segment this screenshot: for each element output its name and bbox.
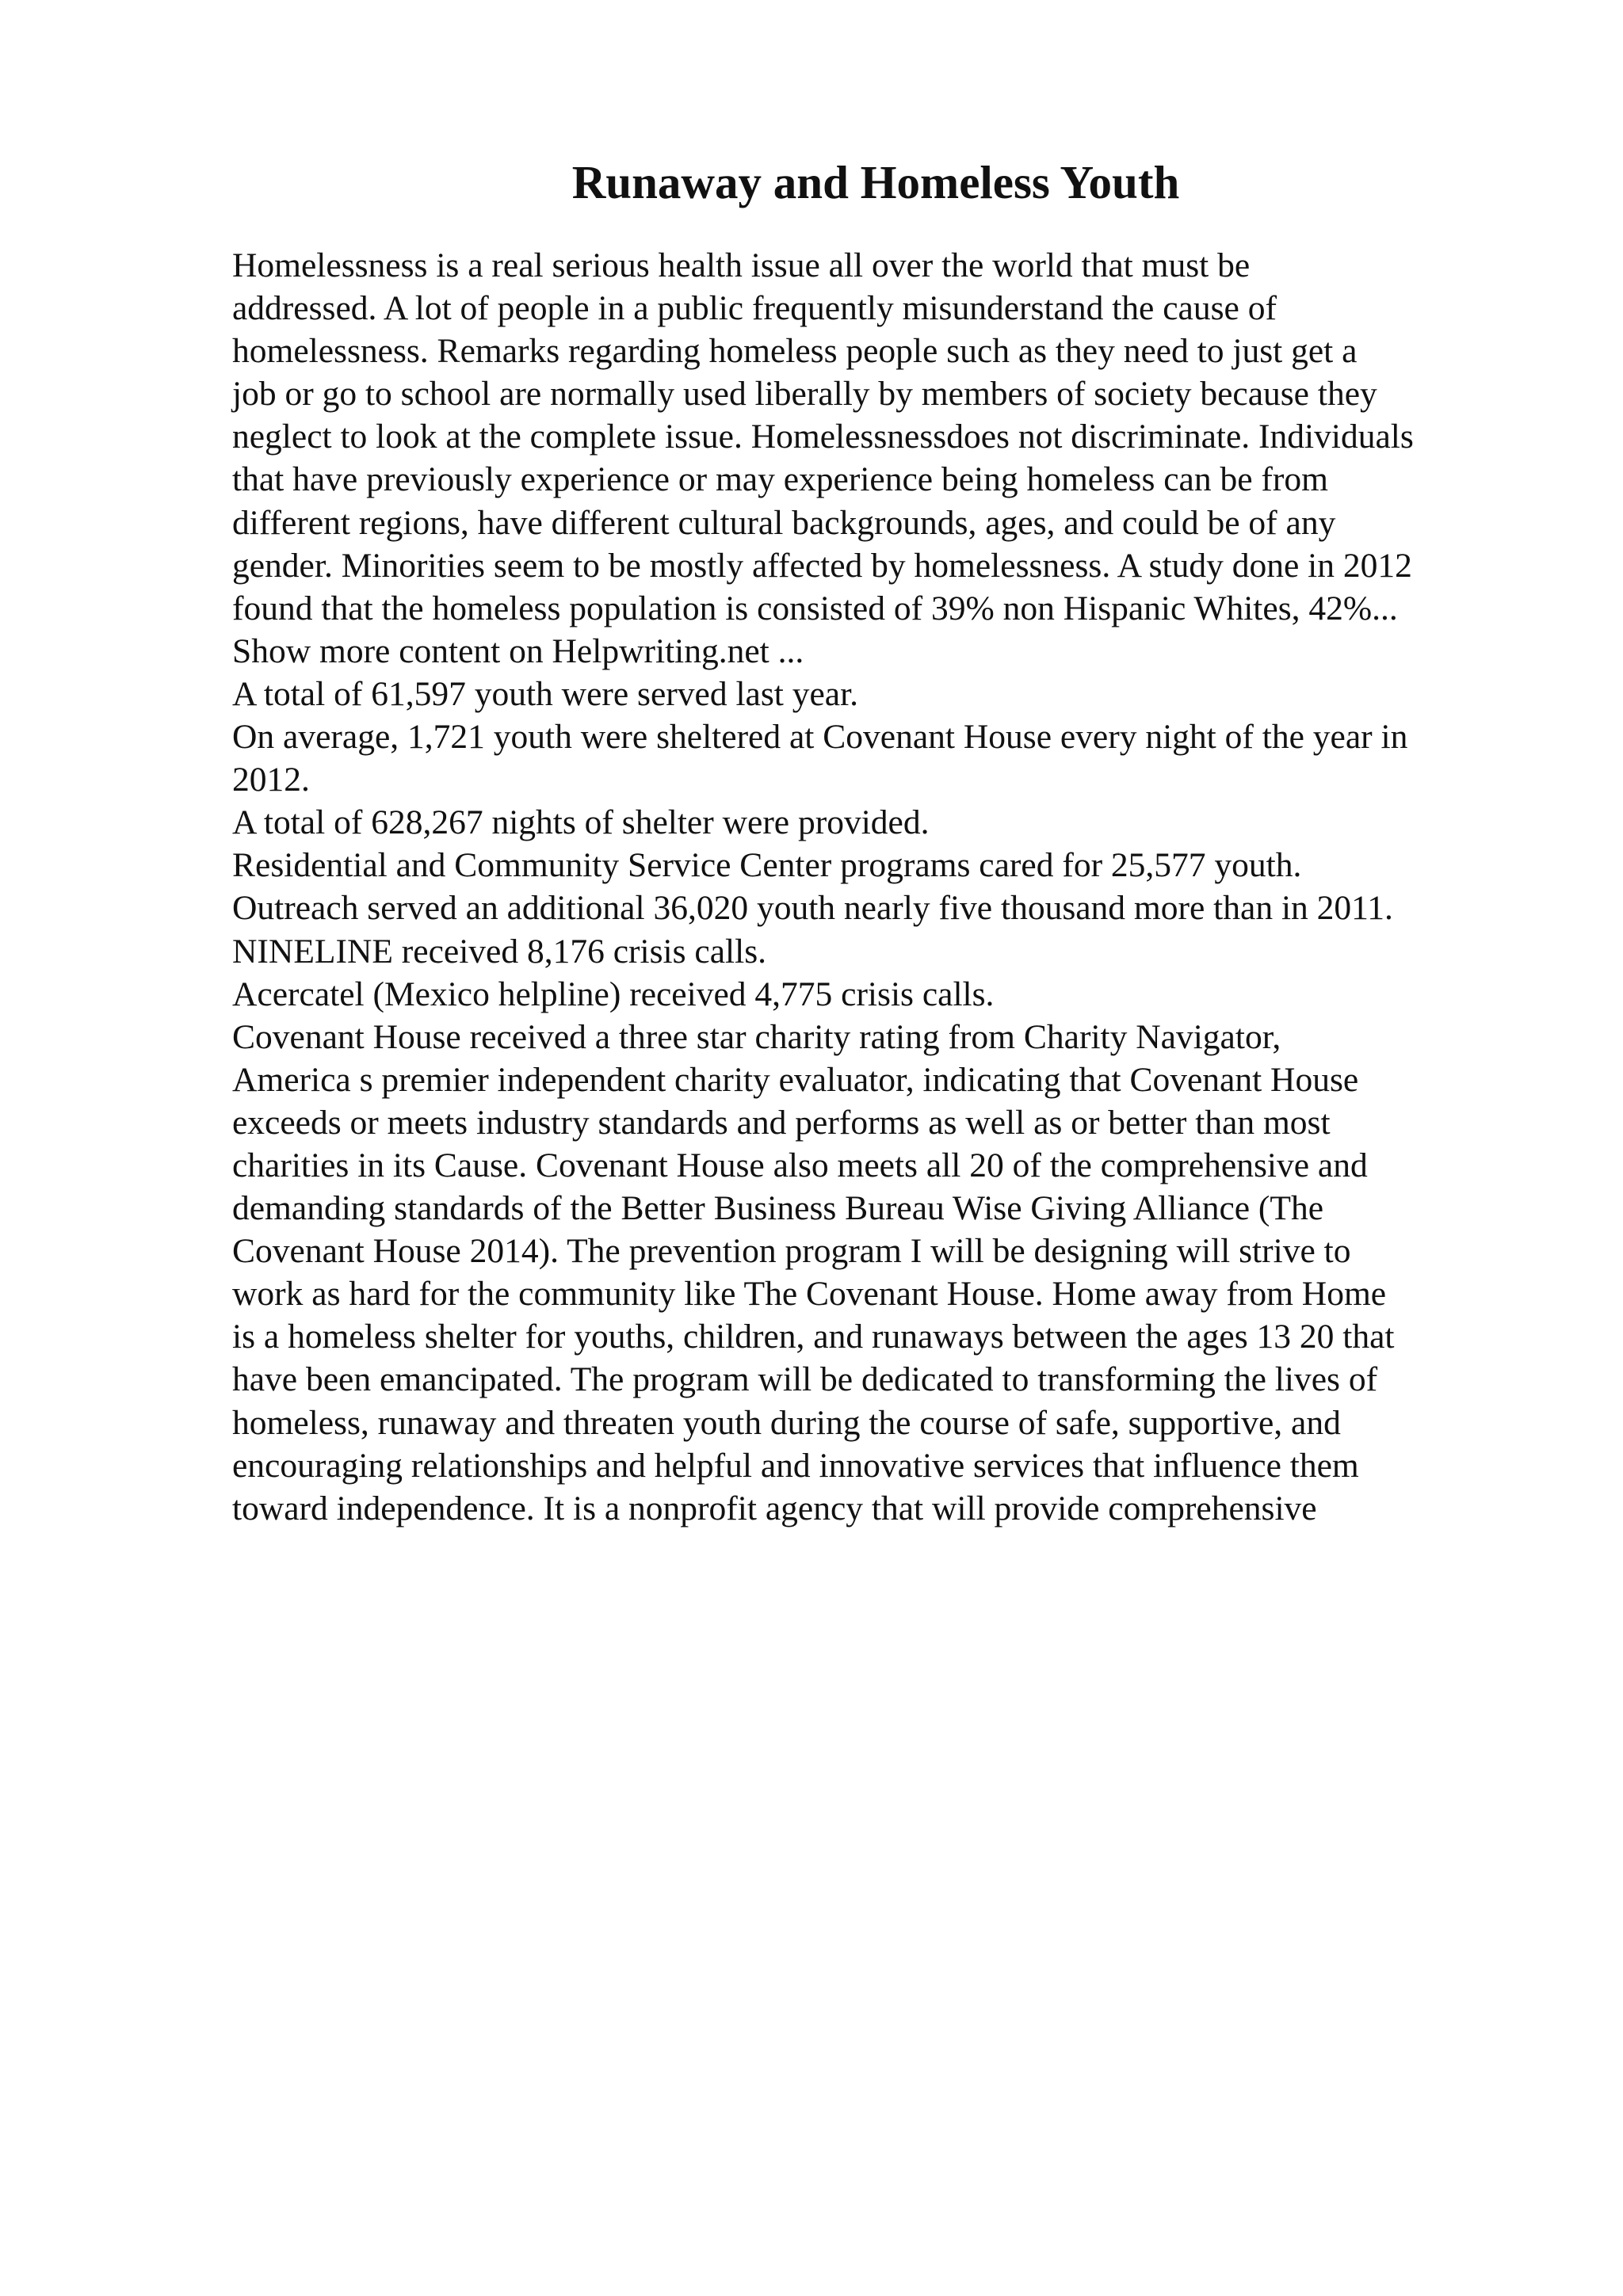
text-line: homelessness. Remarks regarding homeless people such as they need to just get a (232, 332, 1358, 371)
text-line: neglect to look at the complete issue. Homelessnessdoes not discriminate. Individuals (232, 418, 1414, 456)
text-line: homeless, runaway and threaten youth during the course of safe, supportive, and (232, 1403, 1341, 1442)
text-line: Covenant House 2014). The prevention program I will be designing will strive to (232, 1232, 1351, 1271)
text-line: work as hard for the community like The Covenant House. Home away from Home (232, 1275, 1387, 1314)
text-line: demanding standards of the Better Business Bureau Wise Giving Alliance (The (232, 1189, 1324, 1228)
document-body (232, 244, 1564, 1530)
text-line: encouraging relationships and helpful and innovative services that influence them (232, 1446, 1359, 1485)
text-line: is a homeless shelter for youths, children, and runaways between the ages 13 20 that (232, 1318, 1395, 1356)
text-line: A total of 628,267 nights of shelter were provided. (232, 803, 930, 842)
text-line: On average, 1,721 youth were sheltered at Covenant House every night of the year in (232, 718, 1408, 757)
text-line: NINELINE received 8,176 crisis calls. (232, 932, 767, 971)
text-line: found that the homeless population is consisted of 39% non Hispanic Whites, 42%... (232, 589, 1398, 627)
text-line: gender. Minorities seem to be mostly affected by homelessness. A study done in 2012 (232, 546, 1412, 585)
text-line: different regions, have different cultural backgrounds, ages, and could be of any (232, 503, 1336, 542)
text-line: job or go to school are normally used liberally by members of society because they (232, 375, 1377, 414)
text-line: Covenant House received a three star charity rating from Charity Navigator, (232, 1017, 1281, 1056)
document-title: Runaway and Homeless Youth (571, 156, 1180, 208)
text-line: toward independence. It is a nonprofit agency that will provide comprehensive (232, 1489, 1317, 1527)
show-more-link[interactable]: Show more content on Helpwriting.net ... (232, 631, 804, 670)
text-line: exceeds or meets industry standards and performs as well as or better than most (232, 1103, 1331, 1142)
text-line: America s premier independent charity evaluator, indicating that Covenant House (232, 1060, 1359, 1099)
text-line: that have previously experience or may experience being homeless can be from (232, 460, 1328, 499)
text-line: Residential and Community Service Center programs cared for 25,577 youth. (232, 846, 1302, 885)
text-line: Homelessness is a real serious health issue all over the world that must be (232, 246, 1251, 284)
text-line: addressed. A lot of people in a public frequently misunderstand the cause of (232, 289, 1277, 328)
text-line: 2012. (232, 761, 310, 799)
text-line: have been emancipated. The program will be dedicated to transforming the lives of (232, 1360, 1378, 1399)
text-line: Acercatel (Mexico helpline) received 4,775 crisis calls. (232, 974, 995, 1013)
text-line: Outreach served an additional 36,020 youth nearly five thousand more than in 2011. (232, 889, 1393, 928)
text-line: A total of 61,597 youth were served last year. (232, 674, 859, 713)
text-line: charities in its Cause. Covenant House also meets all 20 of the comprehensive and (232, 1146, 1368, 1184)
